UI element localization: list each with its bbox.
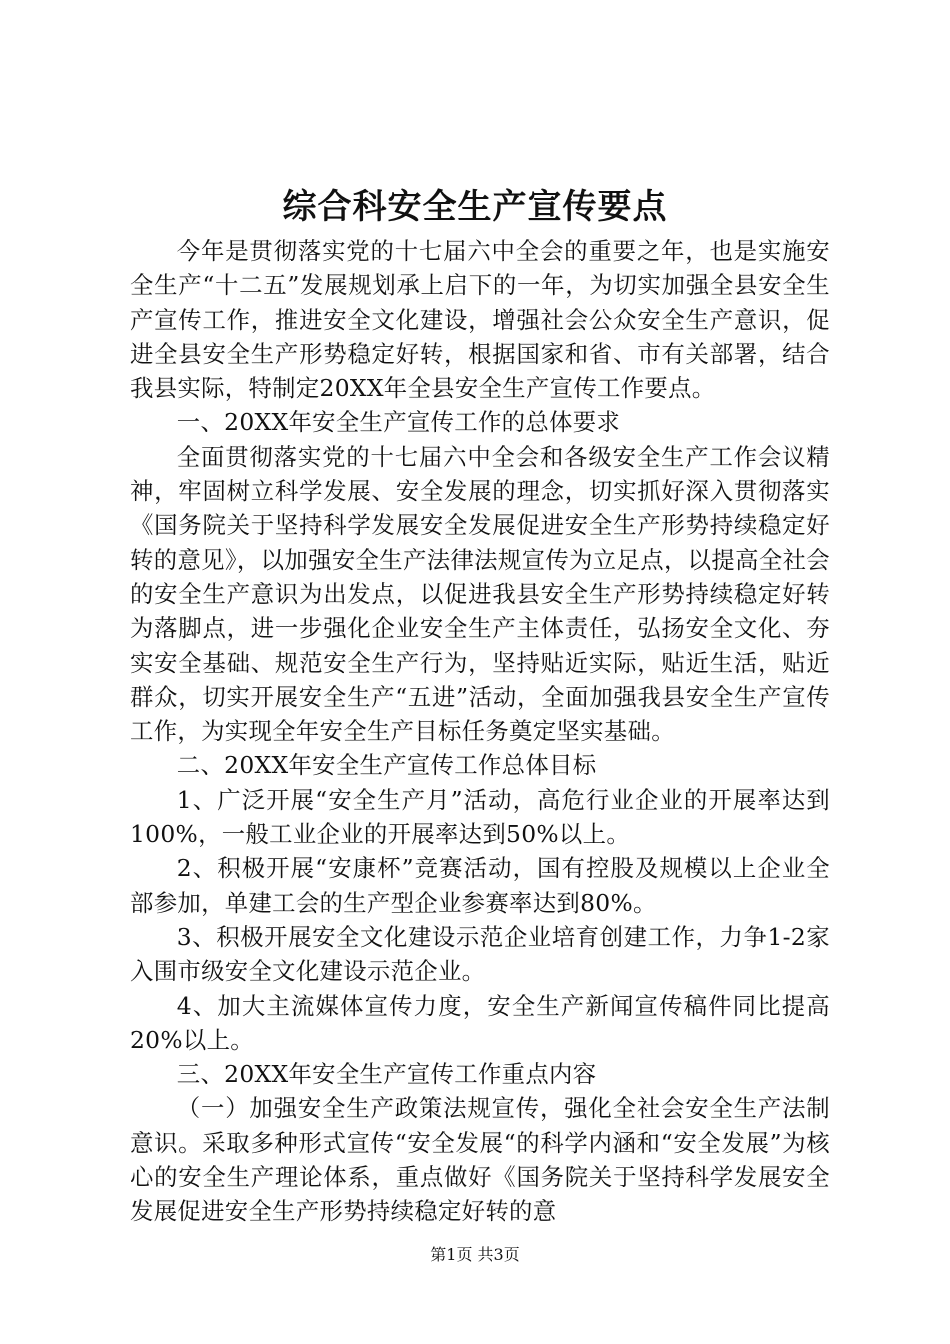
section-heading-1: 一、20XX年安全生产宣传工作的总体要求 bbox=[176, 408, 621, 437]
goal-item-1: 1、广泛开展“安全生产月”活动，高危行业企业的开展率达到100%，一般工业企业的开展率达到50%以上。 bbox=[130, 785, 830, 849]
intro-paragraph: 今年是贯彻落实党的十七届六中全会的重要之年，也是实施安全生产“十二五”发展规划承上启下的一年，为切实加强全县安全生产宣传工作，推进安全文化建设，增强社会公众安全生产意识，促进全县安全生产形势稳定好转，根据国家和省、市有关部署，结合我县实际，特制定20XX年全县安全生产宣传工作要点。 bbox=[130, 237, 830, 403]
document-body bbox=[130, 234, 830, 1229]
requirements-paragraph: 全面贯彻落实党的十七届六中全会和各级安全生产工作会议精神，牢固树立科学发展、安全发展的理念，切实抓好深入贯彻落实《国务院关于坚持科学发展安全发展促进安全生产形势持续稳定好转的意见》，以加强安全生产法律法规宣传为立足点，以提高全社会的安全生产意识为出发点，以促进我县安全生产形势持续稳定好转为落脚点，进一步强化企业安全生产主体责任，弘扬安全文化、夯实安全基础、规范安全生产行为，坚持贴近实际，贴近生活，贴近群众，切实开展安全生产“五进”活动，全面加强我县安全生产宣传工作，为实现全年安全生产目标任务奠定坚实基础。 bbox=[130, 442, 830, 746]
section-heading-3: 三、20XX年安全生产宣传工作重点内容 bbox=[176, 1060, 597, 1089]
goal-item-3: 3、积极开展安全文化建设示范企业培育创建工作，力争1-2家入围市级安全文化建设示范企业。 bbox=[130, 922, 830, 986]
document-title: 综合科安全生产宣传要点 bbox=[282, 187, 668, 227]
goal-item-2: 2、积极开展“安康杯”竞赛活动，国有控股及规模以上企业全部参加，单建工会的生产型企业参赛率达到80%。 bbox=[130, 854, 830, 917]
goal-item-4: 4、加大主流媒体宣传力度，安全生产新闻宣传稿件同比提高20%以上。 bbox=[130, 991, 830, 1054]
content-paragraph-1: （一）加强安全生产政策法规宣传，强化全社会安全生产法制意识。采取多种形式宣传“安全发展“的科学内涵和“安全发展”为核心的安全生产理论体系，重点做好《国务院关于坚持科学发展安全发展促进安全生产形势持续稳定好转的意 bbox=[130, 1094, 830, 1226]
page-footer: 第1页 共3页 bbox=[430, 1245, 520, 1264]
section-heading-2: 二、20XX年安全生产宣传工作总体目标 bbox=[176, 751, 597, 780]
